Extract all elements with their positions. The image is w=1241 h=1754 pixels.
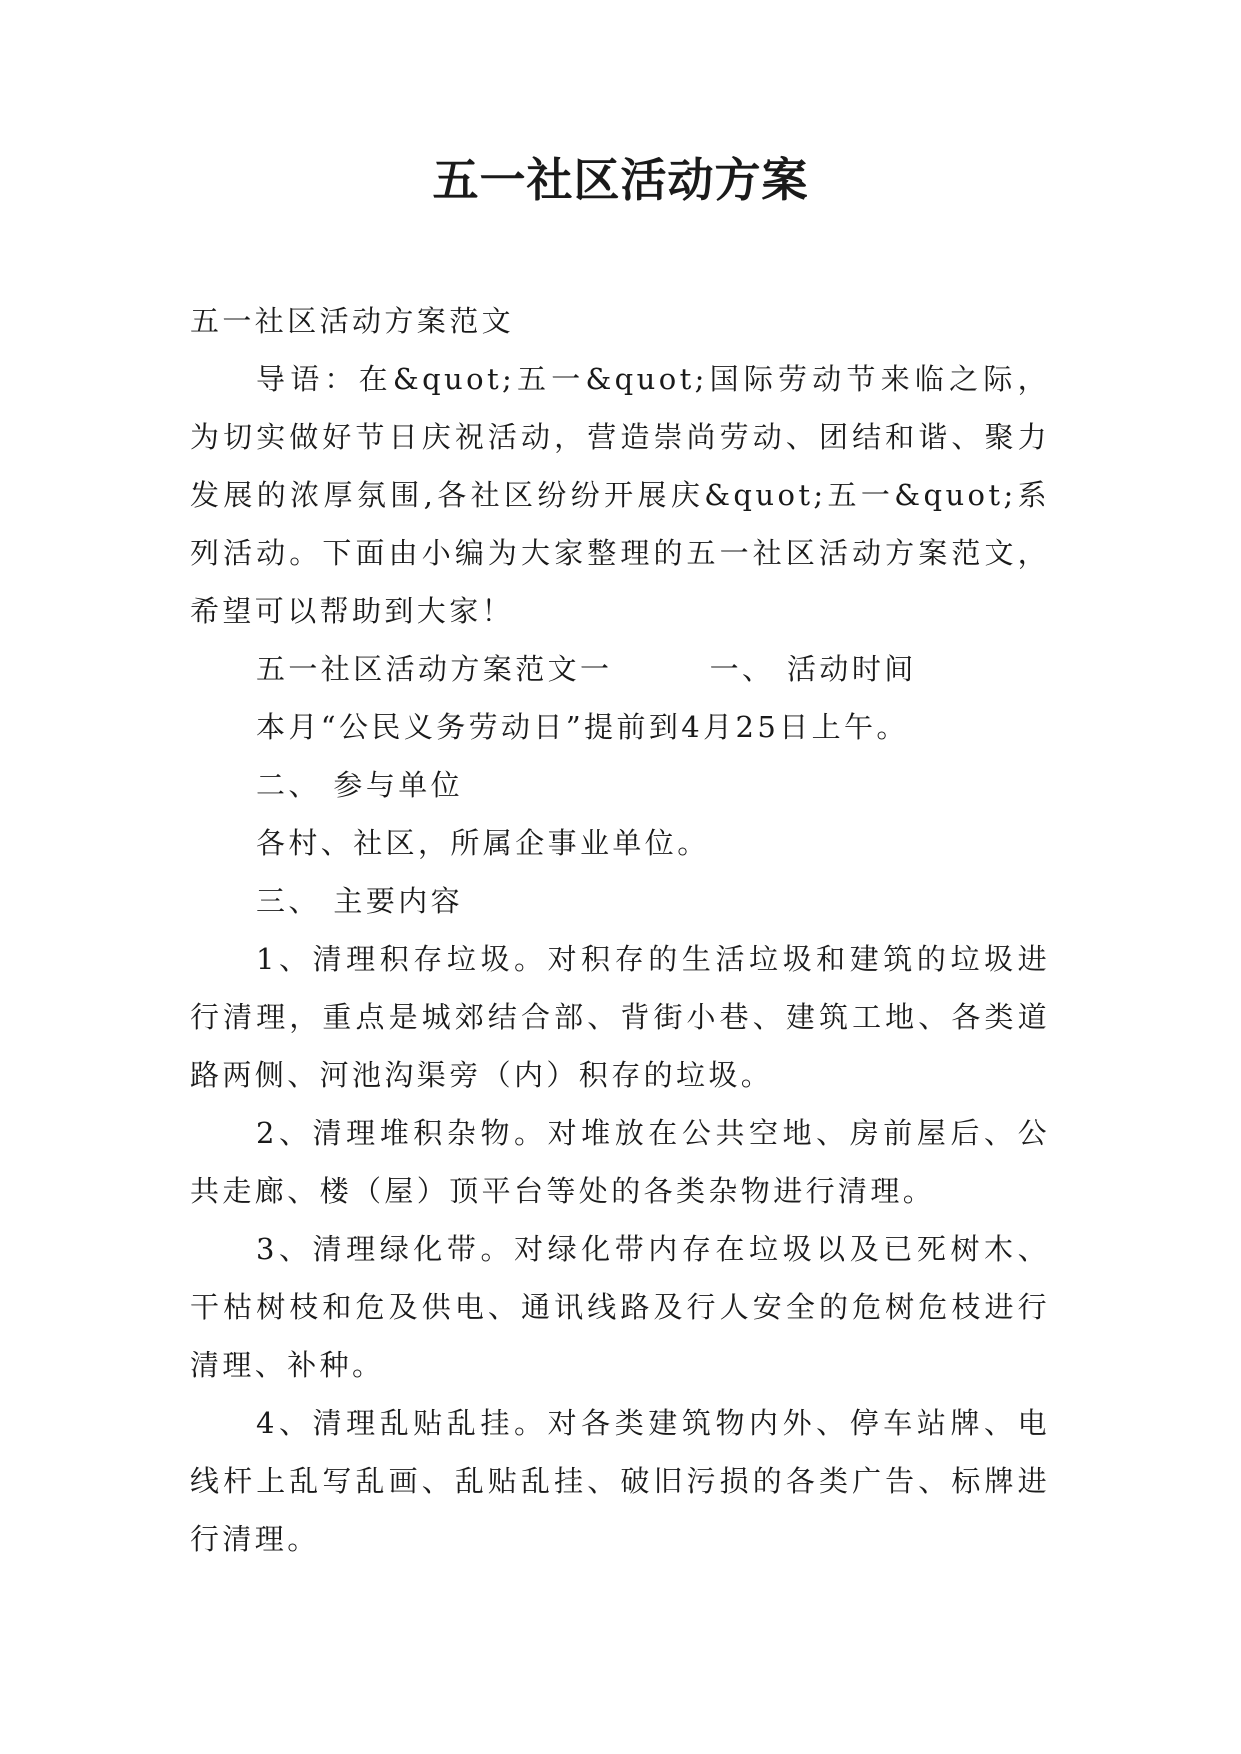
paragraph-item-4: 4、清理乱贴乱挂。对各类建筑物内外、停车站牌、电线杆上乱写乱画、乱贴乱挂、破旧污损的各类广告、标牌进行清理。 [190,1406,1050,1556]
paragraph-activity-time: 本月“公民义务劳动日”提前到4月25日上午。 [256,710,909,744]
paragraph-content-heading: 三、 主要内容 [256,884,464,918]
document-body [190,292,1050,1568]
paragraph-subtitle: 五一社区活动方案范文 [190,304,515,338]
paragraph-participants-heading: 二、 参与单位 [256,768,464,802]
paragraph-section-one-heading: 五一社区活动方案范文一 一、 活动时间 [256,652,917,686]
paragraph-participants: 各村、社区，所属企事业单位。 [256,826,710,860]
paragraph-item-3: 3、清理绿化带。对绿化带内存在垃圾以及已死树木、干枯树枝和危及供电、通讯线路及行人安全的危树危枝进行清理、补种。 [190,1232,1050,1382]
document-title: 五一社区活动方案 [432,153,809,207]
paragraph-intro: 导语：在&quot;五一&quot;国际劳动节来临之际，为切实做好节日庆祝活动，营造崇尚劳动、团结和谐、聚力发展的浓厚氛围,各社区纷纷开展庆&quot;五一&quot;系列活动。下面由小编为大家整理的五一社区活动方案范文，希望可以帮助到大家！ [190,362,1050,628]
paragraph-item-2: 2、清理堆积杂物。对堆放在公共空地、房前屋后、公共走廊、楼（屋）顶平台等处的各类杂物进行清理。 [190,1116,1050,1208]
paragraph-item-1: 1、清理积存垃圾。对积存的生活垃圾和建筑的垃圾进行清理，重点是城郊结合部、背街小巷、建筑工地、各类道路两侧、河池沟渠旁（内）积存的垃圾。 [190,942,1050,1092]
